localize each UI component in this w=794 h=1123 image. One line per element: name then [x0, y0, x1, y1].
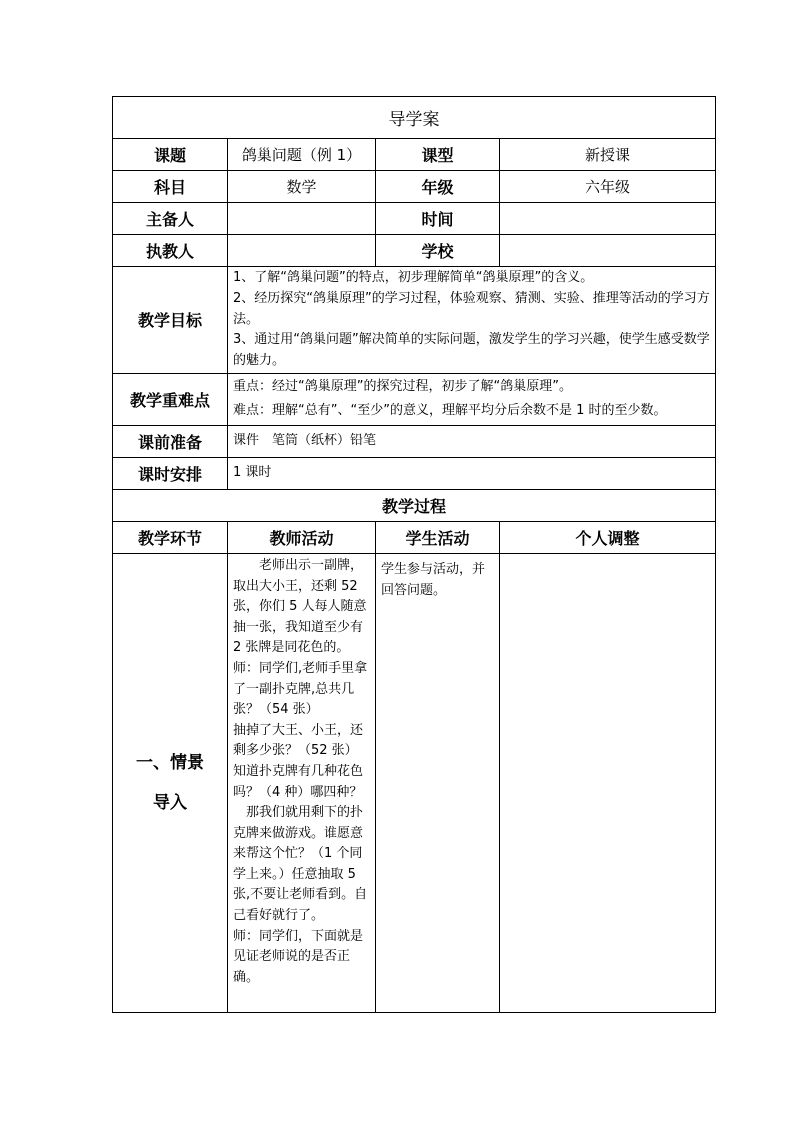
teacher-paragraph: 抽掉了大王、小王，还剩多少张？（52 张） — [233, 722, 364, 759]
teacher-paragraph: 那我们就用剩下的扑克牌来做游戏。谁愿意来帮这个忙？（1 个同学上来。）任意抽取 5 张,不要让老师看到。自己看好就行了。 — [233, 805, 368, 924]
subject-value: 数学 — [228, 171, 376, 203]
process-title: 教学过程 — [113, 489, 716, 521]
lesson-type-label: 课型 — [376, 139, 500, 171]
school-label: 学校 — [376, 235, 500, 267]
lesson-plan-table — [112, 96, 716, 1013]
goal-item: 3、通过用“鸽巢问题”解决简单的实际问题，激发学生的学习兴趣，使学生感受数学的魅力。 — [233, 332, 710, 369]
student-activity-cell: 学生参与活动，并回答问题。 — [376, 553, 500, 1012]
header-stage: 教学环节 — [113, 521, 228, 553]
document-title: 导学案 — [113, 97, 716, 139]
school-value — [500, 235, 716, 267]
stage-name-line1: 一、情景 — [136, 752, 204, 773]
teacher-paragraph: 师：同学们,老师手里拿了一副扑克牌,总共几张？（54 张） — [233, 660, 368, 718]
goals-content — [228, 267, 716, 374]
key-point: 重点：经过“鸽巢原理”的探究过程，初步了解“鸽巢原理”。 — [233, 378, 572, 394]
personal-adjustment-cell — [500, 553, 716, 1012]
teacher-paragraph: 老师出示一副牌，取出大小王，还剩 52 张，你们 5 人每人随意抽一张，我知道至少有 2 张牌是同花色的。 — [233, 557, 367, 656]
key-points-label: 教学重难点 — [113, 373, 228, 425]
grade-value: 六年级 — [500, 171, 716, 203]
schedule-label: 课时安排 — [113, 457, 228, 489]
subject-label: 科目 — [113, 171, 228, 203]
grade-label: 年级 — [376, 171, 500, 203]
stage-name-line2: 导入 — [153, 792, 187, 813]
preparation-value: 课件 笔筒（纸杯）铅笔 — [228, 425, 716, 457]
header-teacher-activity: 教师活动 — [228, 521, 376, 553]
teacher-paragraph: 师：同学们，下面就是见证老师说的是否正确。 — [233, 928, 364, 985]
schedule-value: 1 课时 — [228, 457, 716, 489]
goals-label: 教学目标 — [113, 267, 228, 374]
preparation-label: 课前准备 — [113, 425, 228, 457]
lesson-type-value: 新授课 — [500, 139, 716, 171]
teacher-label: 执教人 — [113, 235, 228, 267]
goal-item: 1、了解“鸽巢问题”的特点，初步理解简单“鸽巢原理”的含义。 — [233, 270, 594, 285]
preparer-label: 主备人 — [113, 203, 228, 235]
header-personal-adjustment: 个人调整 — [500, 521, 716, 553]
teacher-activity-cell — [228, 553, 376, 1012]
preparer-value — [228, 203, 376, 235]
time-value — [500, 203, 716, 235]
teacher-value — [228, 235, 376, 267]
stage-cell — [113, 553, 228, 1012]
teacher-paragraph: 知道扑克牌有几种花色吗？（4 种）哪四种？ — [233, 763, 364, 800]
key-points-content — [228, 373, 716, 425]
topic-value: 鸽巢问题（例 1） — [228, 139, 376, 171]
topic-label: 课题 — [113, 139, 228, 171]
goal-item: 2、经历探究“鸽巢原理”的学习过程，体验观察、猜测、实验、推理等活动的学习方法。 — [233, 290, 710, 327]
time-label: 时间 — [376, 203, 500, 235]
difficult-point: 难点：理解“总有”、“至少”的意义，理解平均分后余数不是 1 时的至少数。 — [233, 403, 667, 419]
header-student-activity: 学生活动 — [376, 521, 500, 553]
